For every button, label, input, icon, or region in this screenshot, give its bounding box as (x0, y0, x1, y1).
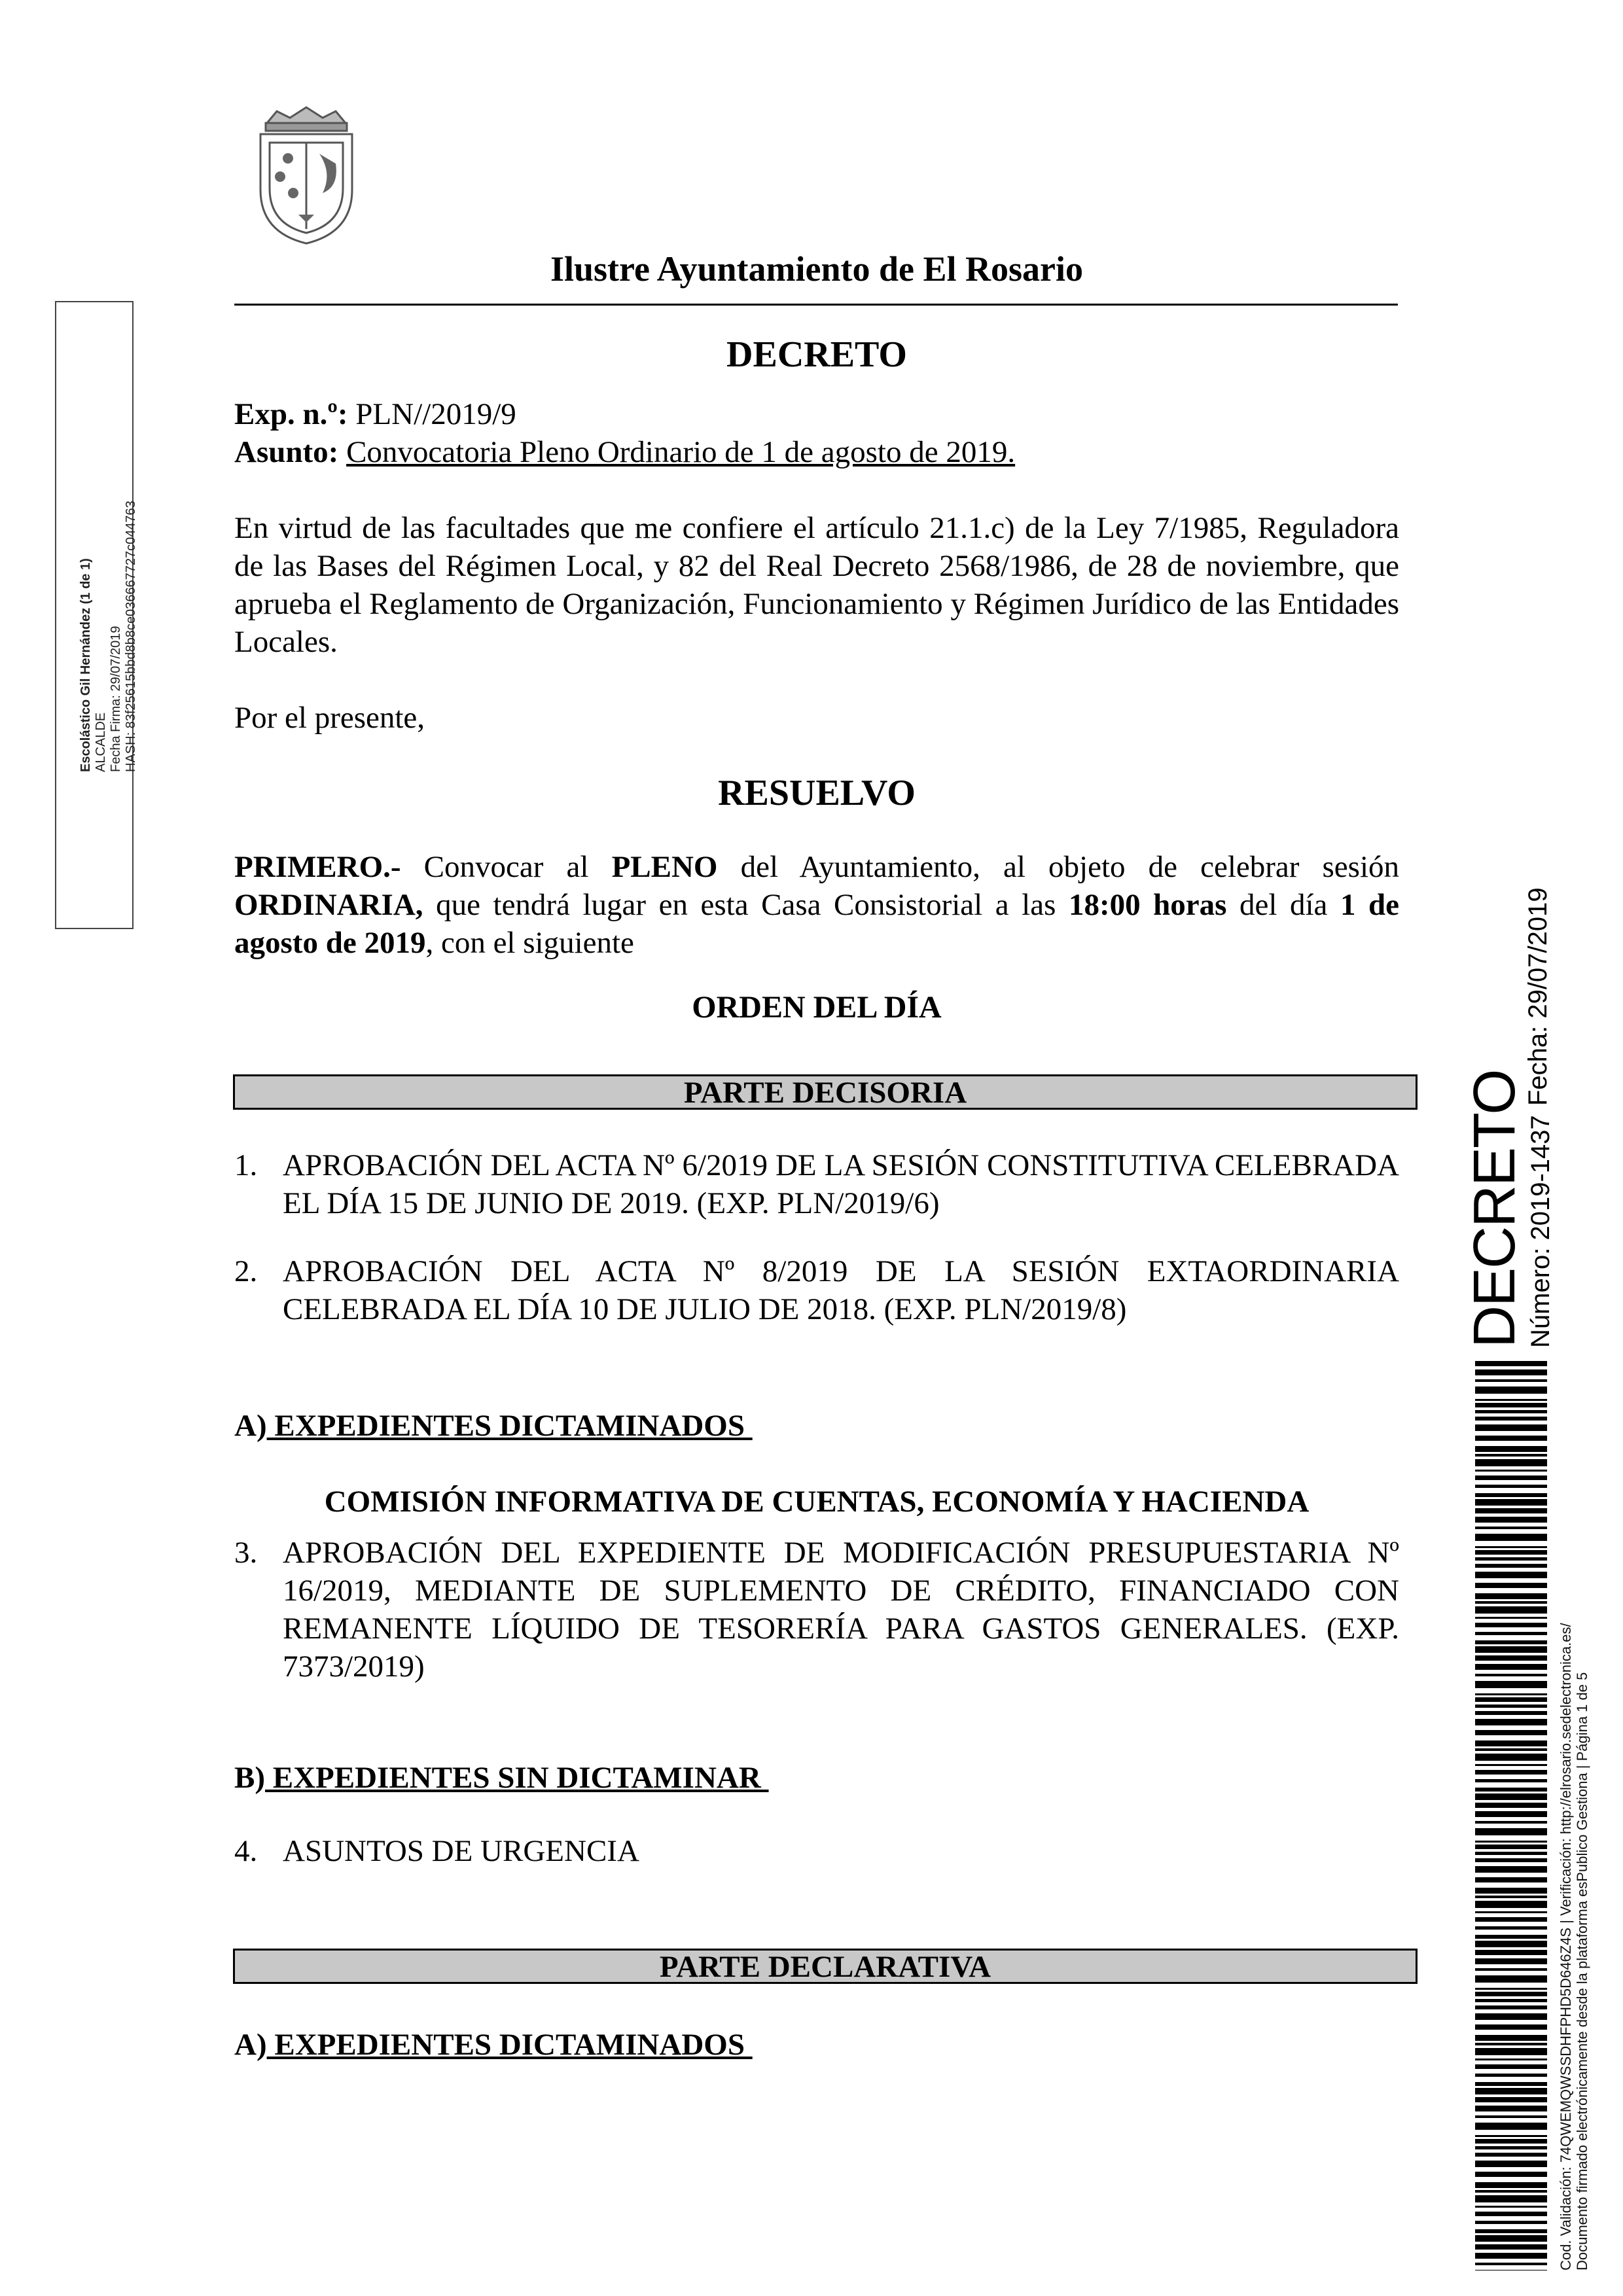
primero-text: del día (1226, 888, 1340, 922)
section-label: EXPEDIENTES DICTAMINADOS (266, 1409, 753, 1443)
section-expedientes-sin-dictaminar (234, 1760, 769, 1795)
exp-label: Exp. n.º: (234, 397, 348, 431)
validation-footer (1558, 1420, 1590, 2270)
agenda-item-number: 4. (234, 1834, 258, 1868)
asunto-line (234, 433, 1399, 471)
coat-of-arms-icon (228, 98, 385, 249)
agenda-item (234, 1252, 1399, 1328)
primero-label: PRIMERO.- (234, 850, 401, 884)
signature-block (79, 144, 139, 772)
section-letter: A) (234, 2028, 267, 2062)
page-header-title: Ilustre Ayuntamiento de El Rosario (550, 249, 1084, 289)
agenda-item-text: APROBACIÓN DEL EXPEDIENTE DE MODIFICACIÓN PRESUPUESTARIA Nº 16/2019, MEDIANTE DE SUPLEMENTO DE CRÉDITO, FINANCIADO CON REMANENTE LÍQUIDO DE TESORERÍA PARA GASTOS GENERALES. (EXP. 7373/2019) (283, 1536, 1399, 1684)
agenda-item-number: 3. (234, 1536, 258, 1570)
validation-platform: Documento firmado electrónicamente desde la plataforma esPublico Gestiona | Página 1 de 5 (1574, 1672, 1590, 2270)
stamp-number: Número: 2019-1437 (1526, 1115, 1555, 1348)
primero-text: Convocar al (401, 850, 612, 884)
header-divider (234, 304, 1398, 306)
primero-pleno: PLENO (611, 850, 718, 884)
parte-declarativa-bar: PARTE DECLARATIVA (233, 1949, 1418, 1984)
agenda-item (234, 1832, 1399, 1870)
signature-date: Fecha Firma: 29/07/2019 (109, 626, 123, 772)
section-letter: A) (234, 1409, 267, 1443)
primero-hora: 18:00 horas (1068, 888, 1227, 922)
signer-role: ALCALDE (94, 712, 108, 772)
agenda-item-text: APROBACIÓN DEL ACTA Nº 8/2019 DE LA SESIÓN EXTAORDINARIA CELEBRADA EL DÍA 10 DE JULIO DE 2018. (EXP. PLN/2019/8) (283, 1254, 1399, 1326)
exp-value: PLN//2019/9 (348, 397, 516, 431)
primero-text: , con el siguiente (425, 926, 634, 960)
agenda-item (234, 1534, 1399, 1686)
primero-text: del Ayuntamiento, al objeto de celebrar sesión (717, 850, 1400, 884)
asunto-label: Asunto: (234, 435, 339, 469)
section-label: EXPEDIENTES SIN DICTAMINAR (265, 1761, 769, 1795)
decree-stamp (1463, 877, 1555, 1348)
intro-paragraph: En virtud de las facultades que me confiere el artículo 21.1.c) de la Ley 7/1985, Reguladora de las Bases del Régimen Local, y 82 del Real Decreto 2568/1986, de 28 de noviembre, que aprueba el Reglamento de Organización, Funcionamiento y Régimen Jurídico de las Entidades Locales. (234, 511, 1399, 659)
primero-text: que tendrá lugar en esta Casa Consistorial a las (423, 888, 1069, 922)
agenda-item (234, 1146, 1399, 1222)
asunto-value: Convocatoria Pleno Ordinario de 1 de agosto de 2019. (346, 435, 1016, 469)
stamp-date: Fecha: 29/07/2019 (1524, 887, 1552, 1106)
expediente-line (234, 395, 1399, 433)
section-expedientes-dictaminados (234, 2027, 753, 2062)
agenda-item-text: ASUNTOS DE URGENCIA (283, 1834, 639, 1868)
primero-paragraph (234, 848, 1399, 962)
agenda-item-text: APROBACIÓN DEL ACTA Nº 6/2019 DE LA SESIÓN CONSTITUTIVA CELEBRADA EL DÍA 15 DE JUNIO DE 2019. (EXP. PLN/2019/6) (283, 1148, 1399, 1220)
orden-del-dia-heading: ORDEN DEL DÍA (692, 990, 942, 1025)
section-letter: B) (234, 1761, 265, 1795)
presente-line: Por el presente, (234, 701, 425, 735)
comision-heading: COMISIÓN INFORMATIVA DE CUENTAS, ECONOMÍA Y HACIENDA (324, 1485, 1310, 1519)
validation-code: Cod. Validación: 74QWEMQWSSDHFPHD5D646Z4S | Verificación: http://elrosario.sedelectronica.es/ (1558, 1623, 1574, 2270)
document-heading: DECRETO (726, 334, 907, 375)
agenda-item-number: 1. (234, 1148, 258, 1182)
signature-hash: HASH: 83f25615bbd8b8ce0366677​27c044763 (124, 501, 138, 772)
primero-fecha: 1 de agosto de 2019 (234, 888, 1400, 960)
primero-ordinaria: ORDINARIA, (234, 888, 423, 922)
stamp-type: DECRETO (1462, 1070, 1527, 1348)
section-label: EXPEDIENTES DICTAMINADOS (266, 2028, 753, 2062)
parte-decisoria-bar: PARTE DECISORIA (233, 1074, 1418, 1110)
barcode-icon (1475, 1361, 1547, 2270)
agenda-item-number: 2. (234, 1254, 258, 1288)
resuelvo-heading: RESUELVO (718, 773, 916, 813)
signer-name: Escolástico Gil Hernández (1 de 1) (79, 558, 93, 772)
section-expedientes-dictaminados (234, 1408, 753, 1443)
